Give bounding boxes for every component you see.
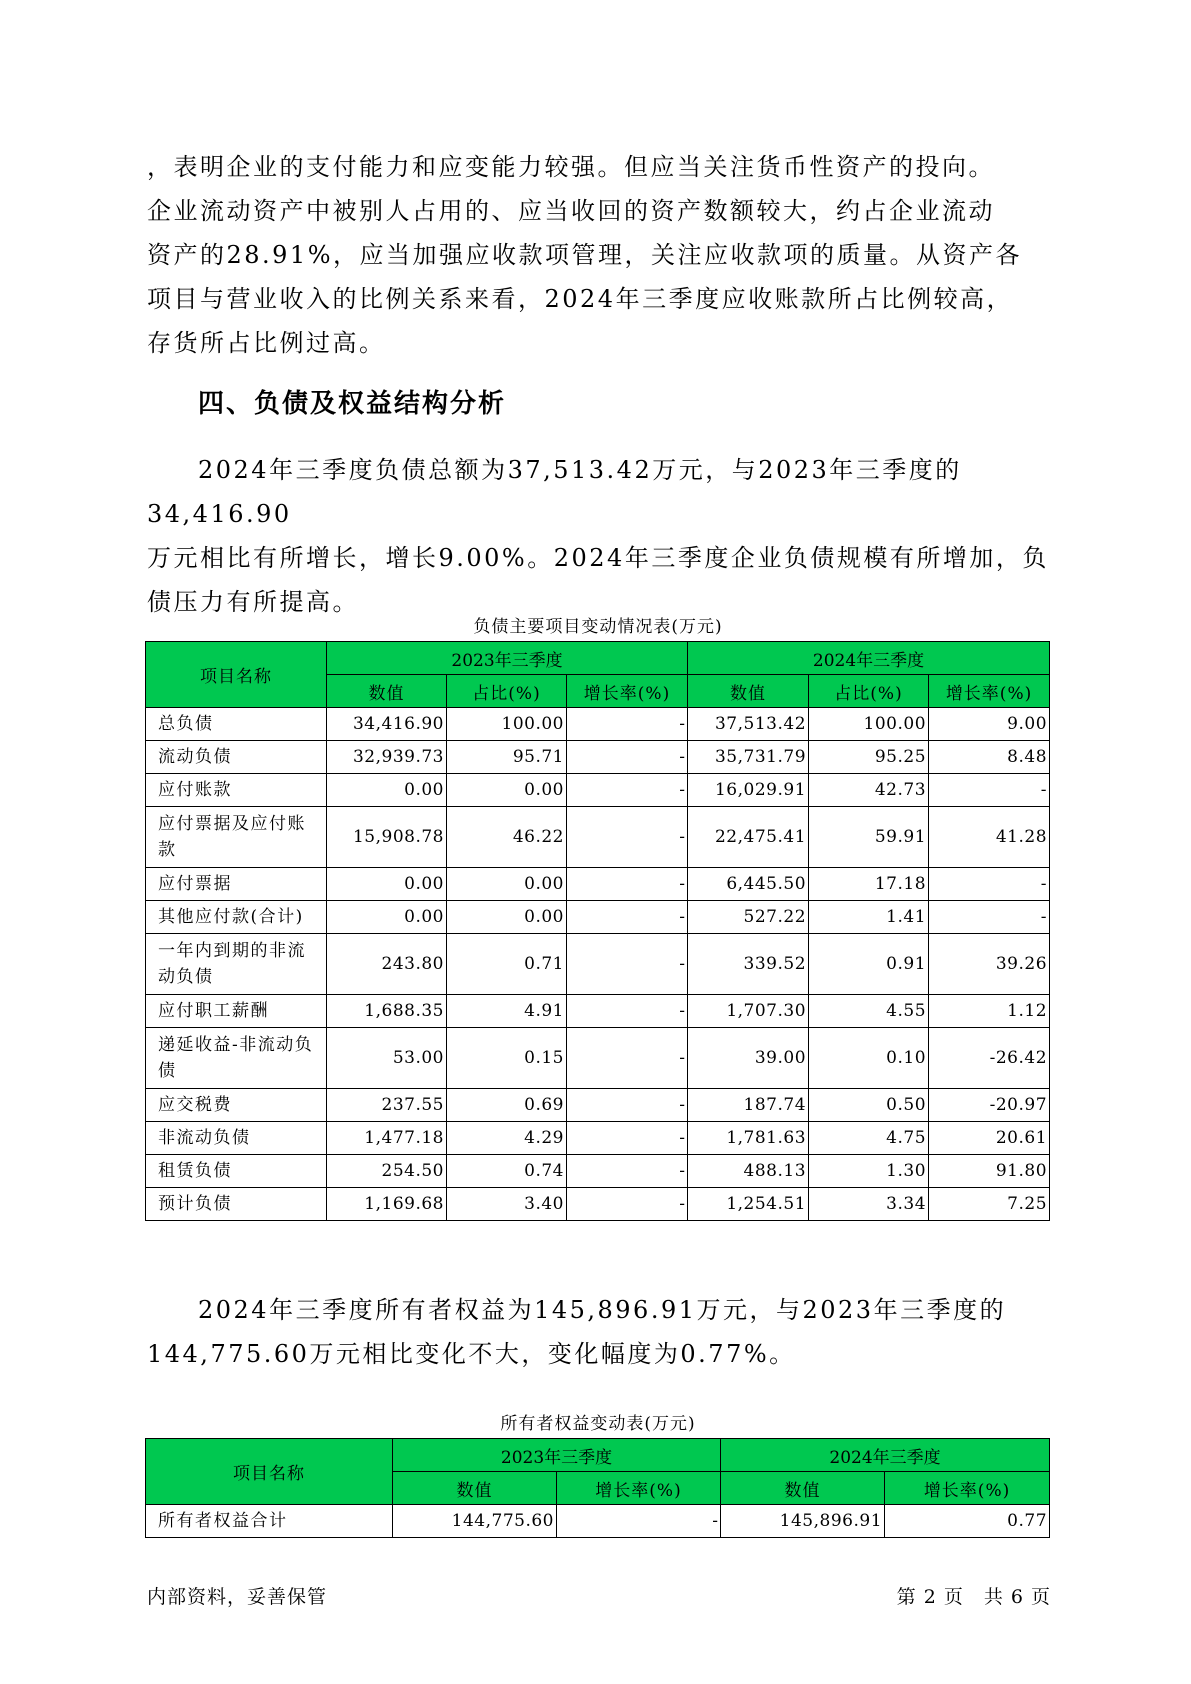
intro-line: 项目与营业收入的比例关系来看，2024年三季度应收账款所占比例较高，: [147, 285, 1014, 313]
cell-share-2023: 0.69: [447, 1089, 567, 1122]
row-item-name: 应交税费: [146, 1089, 327, 1122]
cell-value-2024: 16,029.91: [688, 774, 809, 807]
equity-table-caption: 所有者权益变动表(万元): [500, 1414, 696, 1434]
cell-value-2023: 53.00: [327, 1028, 447, 1089]
row-item-name: 应付票据: [146, 868, 327, 901]
equity-header-value-2024: 数值: [721, 1472, 885, 1505]
cell-share-2023: 95.71: [447, 741, 567, 774]
table-row: [146, 995, 1050, 1028]
intro-line: 存货所占比例过高。: [147, 329, 386, 357]
cell-share-2024: 1.41: [809, 901, 929, 934]
footer-page-number: 第 2 页 共 6 页: [896, 1586, 1051, 1608]
header-growth-2024: 增长率(%): [929, 675, 1050, 708]
row-item-name: 其他应付款(合计): [146, 901, 327, 934]
cell-growth-2023: -: [567, 1028, 688, 1089]
equity-line: 144,775.60万元相比变化不大，变化幅度为0.77%。: [147, 1340, 796, 1368]
table-row: [146, 901, 1050, 934]
cell-growth-2024: -: [929, 774, 1050, 807]
cell-share-2023: 46.22: [447, 807, 567, 868]
cell-growth-2024: 0.77: [885, 1505, 1050, 1538]
table-row: [146, 807, 1050, 868]
cell-share-2024: 42.73: [809, 774, 929, 807]
row-item-name: 应付职工薪酬: [146, 995, 327, 1028]
cell-growth-2024: 7.25: [929, 1188, 1050, 1221]
equity-header-period-2024: 2024年三季度: [721, 1439, 1050, 1472]
row-item-name: 应付票据及应付账款: [146, 807, 327, 868]
liability-line: 债压力有所提高。: [147, 588, 359, 616]
cell-growth-2024: 39.26: [929, 934, 1050, 995]
cell-growth-2024: 9.00: [929, 708, 1050, 741]
row-item-name: 一年内到期的非流动负债: [146, 934, 327, 995]
row-item-name: 总负债: [146, 708, 327, 741]
table-row: [146, 708, 1050, 741]
cell-growth-2024: 91.80: [929, 1155, 1050, 1188]
intro-paragraph: [147, 145, 1059, 365]
cell-growth-2023: -: [567, 1155, 688, 1188]
intro-line: 资产的28.91%，应当加强应收款项管理，关注应收款项的质量。从资产各: [147, 241, 1023, 269]
cell-value-2023: 15,908.78: [327, 807, 447, 868]
row-item-name: 租赁负债: [146, 1155, 327, 1188]
cell-value-2024: 39.00: [688, 1028, 809, 1089]
cell-value-2024: 6,445.50: [688, 868, 809, 901]
cell-growth-2023: -: [567, 1188, 688, 1221]
table-row: [146, 741, 1050, 774]
cell-value-2024: 35,731.79: [688, 741, 809, 774]
cell-share-2023: 0.00: [447, 868, 567, 901]
table-row: [146, 1089, 1050, 1122]
table-row: [146, 934, 1050, 995]
cell-growth-2024: -: [929, 868, 1050, 901]
cell-value-2024: 527.22: [688, 901, 809, 934]
cell-value-2023: 254.50: [327, 1155, 447, 1188]
cell-growth-2023: -: [557, 1505, 721, 1538]
liability-line: 2024年三季度负债总额为37,513.42万元，与2023年三季度的34,416.90: [147, 456, 962, 528]
cell-value-2023: 1,477.18: [327, 1122, 447, 1155]
table-row: [146, 1122, 1050, 1155]
cell-growth-2024: 20.61: [929, 1122, 1050, 1155]
header-item-name: 项目名称: [146, 642, 327, 708]
cell-value-2023: 1,688.35: [327, 995, 447, 1028]
row-item-name: 所有者权益合计: [146, 1505, 393, 1538]
intro-line: ，表明企业的支付能力和应变能力较强。但应当关注货币性资产的投向。: [147, 153, 995, 181]
cell-value-2023: 0.00: [327, 774, 447, 807]
cell-growth-2023: -: [567, 868, 688, 901]
table-row: [146, 868, 1050, 901]
liability-line: 万元相比有所增长，增长9.00%。2024年三季度企业负债规模有所增加，负: [147, 544, 1049, 572]
cell-share-2023: 0.00: [447, 901, 567, 934]
equity-header-period-2023: 2023年三季度: [393, 1439, 721, 1472]
cell-value-2023: 0.00: [327, 868, 447, 901]
cell-share-2024: 4.75: [809, 1122, 929, 1155]
cell-growth-2024: -26.42: [929, 1028, 1050, 1089]
cell-share-2024: 0.10: [809, 1028, 929, 1089]
liability-table-caption: 负债主要项目变动情况表(万元): [473, 617, 723, 637]
table-row: [146, 1188, 1050, 1221]
liability-paragraph: [147, 448, 1059, 624]
cell-value-2023: 34,416.90: [327, 708, 447, 741]
row-item-name: 递延收益-非流动负债: [146, 1028, 327, 1089]
cell-value-2024: 1,254.51: [688, 1188, 809, 1221]
cell-value-2024: 1,781.63: [688, 1122, 809, 1155]
cell-growth-2023: -: [567, 901, 688, 934]
cell-value-2023: 0.00: [327, 901, 447, 934]
cell-share-2024: 100.00: [809, 708, 929, 741]
footer-left: 内部资料，妥善保管: [147, 1586, 328, 1608]
cell-value-2023: 32,939.73: [327, 741, 447, 774]
cell-growth-2023: -: [567, 741, 688, 774]
cell-share-2023: 4.91: [447, 995, 567, 1028]
cell-growth-2023: -: [567, 1122, 688, 1155]
cell-value-2024: 187.74: [688, 1089, 809, 1122]
cell-value-2024: 339.52: [688, 934, 809, 995]
cell-growth-2023: -: [567, 995, 688, 1028]
cell-share-2023: 3.40: [447, 1188, 567, 1221]
cell-share-2024: 3.34: [809, 1188, 929, 1221]
header-value-2024: 数值: [688, 675, 809, 708]
cell-value-2023: 144,775.60: [393, 1505, 557, 1538]
cell-growth-2024: 41.28: [929, 807, 1050, 868]
cell-growth-2023: -: [567, 708, 688, 741]
cell-share-2024: 0.50: [809, 1089, 929, 1122]
equity-header-growth-2024: 增长率(%): [885, 1472, 1050, 1505]
cell-growth-2023: -: [567, 774, 688, 807]
header-share-2024: 占比(%): [809, 675, 929, 708]
cell-share-2024: 95.25: [809, 741, 929, 774]
cell-share-2024: 0.91: [809, 934, 929, 995]
cell-share-2024: 59.91: [809, 807, 929, 868]
cell-share-2023: 0.15: [447, 1028, 567, 1089]
header-period-2023: 2023年三季度: [327, 642, 688, 675]
cell-value-2024: 488.13: [688, 1155, 809, 1188]
row-item-name: 应付账款: [146, 774, 327, 807]
equity-header-value-2023: 数值: [393, 1472, 557, 1505]
row-item-name: 预计负债: [146, 1188, 327, 1221]
cell-growth-2024: 1.12: [929, 995, 1050, 1028]
cell-growth-2023: -: [567, 807, 688, 868]
header-share-2023: 占比(%): [447, 675, 567, 708]
cell-share-2023: 0.74: [447, 1155, 567, 1188]
equity-line: 2024年三季度所有者权益为145,896.91万元，与2023年三季度的: [198, 1296, 1007, 1324]
cell-growth-2023: -: [567, 934, 688, 995]
table-row: [146, 1155, 1050, 1188]
table-row: [146, 1505, 1050, 1538]
header-value-2023: 数值: [327, 675, 447, 708]
cell-share-2023: 0.00: [447, 774, 567, 807]
cell-share-2023: 4.29: [447, 1122, 567, 1155]
cell-share-2023: 100.00: [447, 708, 567, 741]
cell-value-2024: 145,896.91: [721, 1505, 885, 1538]
row-item-name: 非流动负债: [146, 1122, 327, 1155]
cell-share-2024: 17.18: [809, 868, 929, 901]
liability-table: [145, 641, 1050, 1221]
cell-value-2023: 237.55: [327, 1089, 447, 1122]
cell-growth-2023: -: [567, 1089, 688, 1122]
equity-paragraph: [147, 1288, 1059, 1376]
cell-share-2023: 0.71: [447, 934, 567, 995]
header-period-2024: 2024年三季度: [688, 642, 1050, 675]
cell-value-2023: 243.80: [327, 934, 447, 995]
cell-share-2024: 4.55: [809, 995, 929, 1028]
cell-growth-2024: 8.48: [929, 741, 1050, 774]
intro-line: 企业流动资产中被别人占用的、应当收回的资产数额较大，约占企业流动: [147, 197, 995, 225]
cell-value-2024: 22,475.41: [688, 807, 809, 868]
equity-header-growth-2023: 增长率(%): [557, 1472, 721, 1505]
row-item-name: 流动负债: [146, 741, 327, 774]
cell-value-2023: 1,169.68: [327, 1188, 447, 1221]
table-row: [146, 1028, 1050, 1089]
cell-value-2024: 1,707.30: [688, 995, 809, 1028]
header-growth-2023: 增长率(%): [567, 675, 688, 708]
table-row: [146, 774, 1050, 807]
section-heading: 四、负债及权益结构分析: [198, 389, 507, 419]
cell-share-2024: 1.30: [809, 1155, 929, 1188]
cell-value-2024: 37,513.42: [688, 708, 809, 741]
equity-header-item-name: 项目名称: [146, 1439, 393, 1505]
equity-table: [145, 1438, 1050, 1538]
cell-growth-2024: -: [929, 901, 1050, 934]
cell-growth-2024: -20.97: [929, 1089, 1050, 1122]
